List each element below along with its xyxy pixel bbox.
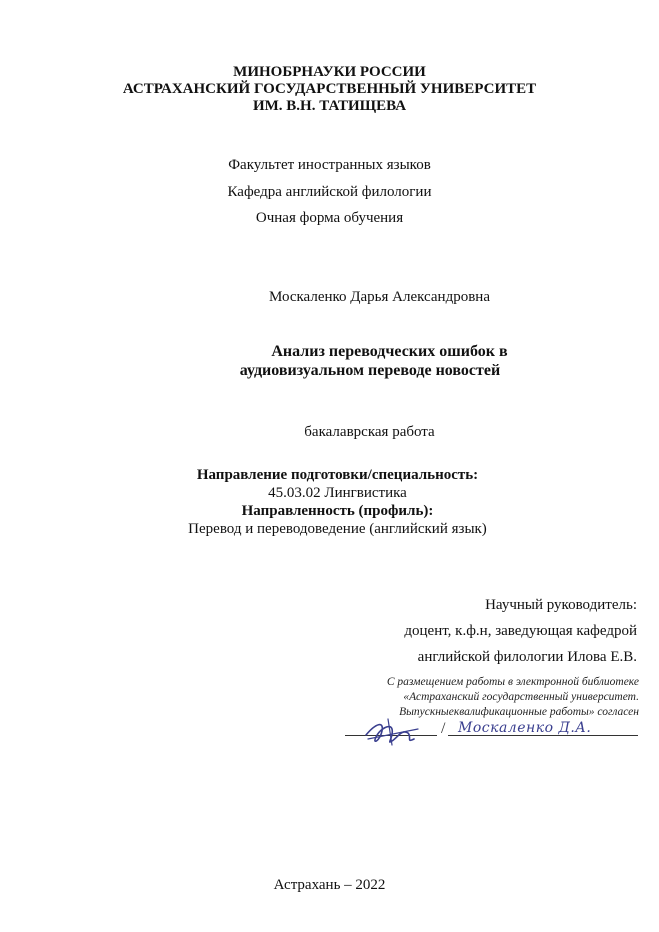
thesis-title-line1: Анализ переводческих ошибок в <box>271 343 508 360</box>
direction-label: Направление подготовки/специальность: <box>196 467 479 483</box>
university-heading-line2: ИМ. В.Н. ТАТИЩЕВА <box>252 98 407 114</box>
consent-line2: «Астраханский государственный университет. <box>403 691 639 703</box>
study-form: Очная форма обучения <box>255 210 404 226</box>
faculty-name: Факультет иностранных языков <box>228 157 431 173</box>
work-type: бакалаврская работа <box>304 424 435 440</box>
slash-separator: / <box>441 720 446 737</box>
handwritten-signature <box>362 715 424 749</box>
university-heading: АСТРАХАНСКИЙ ГОСУДАРСТВЕННЫЙ УНИВЕРСИТЕТ <box>122 81 537 97</box>
profile-value: Перевод и переводоведение (английский язык) <box>188 521 487 537</box>
supervisor-position: доцент, к.ф.н, заведующая кафедрой <box>404 623 637 639</box>
supervisor-name: английской филологии Илова Е.В. <box>417 649 637 665</box>
handwritten-name: Москаленко Д.А. <box>458 720 592 736</box>
profile-label: Направленность (профиль): <box>241 503 434 519</box>
author-name: Москаленко Дарья Александровна <box>269 289 490 305</box>
direction-value: 45.03.02 Лингвистика <box>268 485 407 501</box>
ministry-heading: МИНОБРНАУКИ РОССИИ <box>233 64 426 80</box>
consent-line3: Выпускныеквалификационные работы» согласен <box>399 706 639 718</box>
city-year: Астрахань – 2022 <box>273 877 386 893</box>
thesis-title-line2: аудиовизуальном переводе новостей <box>239 362 501 379</box>
department-name: Кафедра английской филологии <box>227 184 432 200</box>
consent-line1: С размещением работы в электронной библиотеке <box>386 676 639 688</box>
supervisor-label: Научный руководитель: <box>485 597 637 613</box>
